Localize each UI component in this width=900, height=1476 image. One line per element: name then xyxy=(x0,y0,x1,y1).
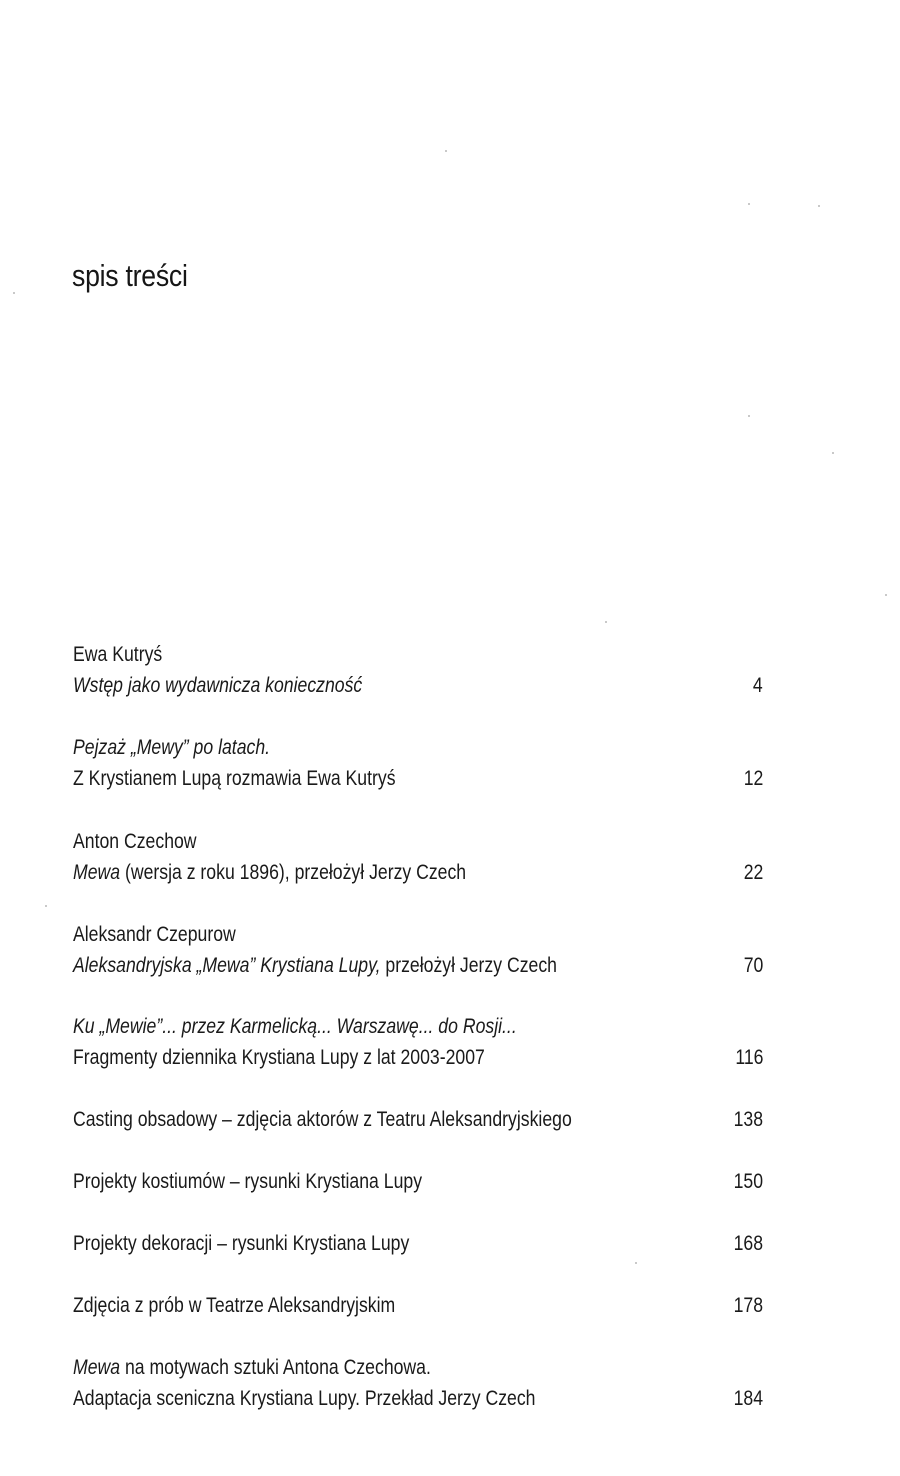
toc-entry xyxy=(73,639,763,701)
toc-entry xyxy=(73,1011,763,1073)
page-number: 22 xyxy=(743,861,763,884)
toc-entry xyxy=(73,1352,763,1414)
page-number: 168 xyxy=(733,1232,763,1255)
scan-speck xyxy=(832,452,834,454)
page-number: 116 xyxy=(734,1046,763,1069)
entry-author: Aleksandr Czepurow xyxy=(73,923,236,946)
entry-author: Ewa Kutryś xyxy=(73,643,163,666)
entry-title-rest: przełożył Jerzy Czech xyxy=(380,954,557,977)
page-title: spis treści xyxy=(72,258,188,293)
scan-speck xyxy=(885,594,887,596)
entry-title-rest: na motywach sztuki Antona Czechowa. xyxy=(120,1356,431,1379)
entry-subtitle: Adaptacja sceniczna Krystiana Lupy. Przekład Jerzy Czech xyxy=(73,1387,536,1410)
entry-title-line xyxy=(73,1352,653,1383)
entry-title: Wstęp jako wydawnicza konieczność xyxy=(73,674,363,697)
entry-title-italic: Mewa xyxy=(73,1356,121,1379)
entry-title: Pejzaż „Mewy” po latach. xyxy=(73,736,271,759)
page-number: 150 xyxy=(733,1170,763,1193)
scan-speck xyxy=(13,292,15,294)
page-number: 178 xyxy=(733,1294,763,1317)
entry-title: Casting obsadowy – zdjęcia aktorów z Teatru Aleksandryjskiego xyxy=(73,1108,572,1131)
entry-title: Ku „Mewie”... przez Karmelicką... Warszawę... do Rosji... xyxy=(73,1015,517,1038)
page-number: 12 xyxy=(743,767,763,790)
scan-speck xyxy=(748,203,750,205)
entry-subtitle: Fragmenty dziennika Krystiana Lupy z lat 2003-2007 xyxy=(73,1046,485,1069)
scan-speck xyxy=(635,1262,637,1264)
entry-title-italic: Aleksandryjska „Mewa” Krystiana Lupy, xyxy=(73,954,381,977)
page-number: 184 xyxy=(733,1387,763,1410)
toc-entry xyxy=(73,919,763,981)
page-number: 70 xyxy=(743,954,763,977)
entry-author: Anton Czechow xyxy=(73,830,197,853)
entry-title-italic: Mewa xyxy=(73,861,121,884)
scan-speck xyxy=(818,205,820,207)
scan-speck xyxy=(445,150,447,152)
entry-title: Zdjęcia z prób w Teatrze Aleksandryjskim xyxy=(73,1294,396,1317)
entry-subtitle: Z Krystianem Lupą rozmawia Ewa Kutryś xyxy=(73,767,396,790)
scan-speck xyxy=(605,621,607,623)
entry-title: Projekty kostiumów – rysunki Krystiana Lupy xyxy=(73,1170,423,1193)
page-number: 138 xyxy=(733,1108,763,1131)
entry-title-rest: (wersja z roku 1896), przełożył Jerzy Czech xyxy=(120,861,467,884)
entry-title: Projekty dekoracji – rysunki Krystiana Lupy xyxy=(73,1232,410,1255)
scan-speck xyxy=(748,415,750,417)
toc-entry xyxy=(73,1228,763,1259)
page-number: 4 xyxy=(753,674,763,697)
toc-entry xyxy=(73,1290,763,1321)
toc-entry xyxy=(73,1166,763,1197)
scan-speck xyxy=(45,905,47,907)
entry-title-line xyxy=(73,857,653,888)
toc-entry xyxy=(73,732,763,794)
toc-entry xyxy=(73,1104,763,1135)
toc-entry xyxy=(73,826,763,888)
entry-title-line xyxy=(73,950,653,981)
